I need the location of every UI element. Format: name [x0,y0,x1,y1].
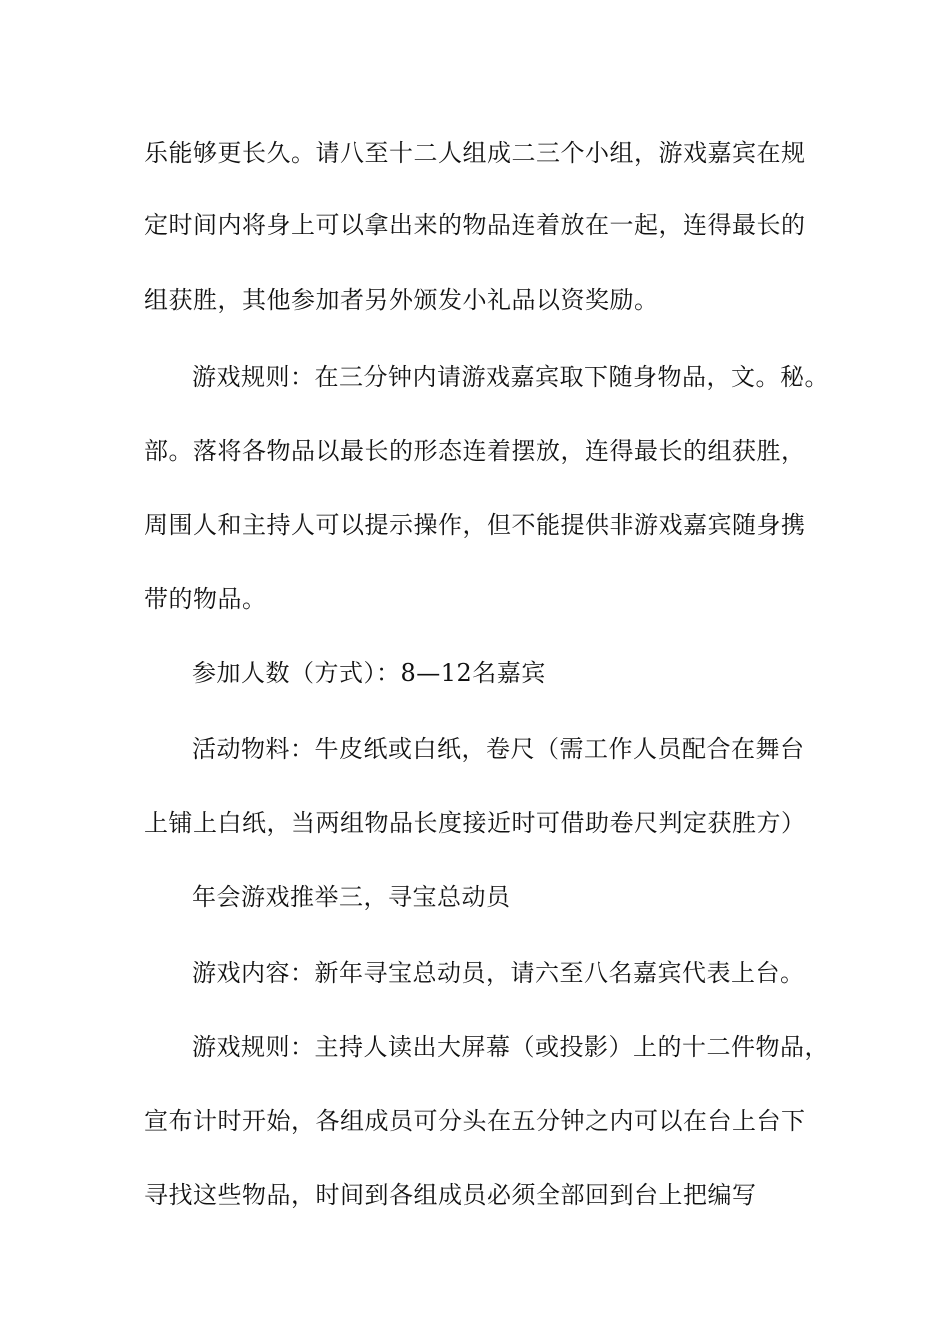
text-line: 部。落将各物品以最长的形态连着摆放，连得最长的组获胜， [144,437,806,465]
text-line: 组获胜，其他参加者另外颁发小礼品以资奖励。 [144,286,659,314]
text-line: 寻找这些物品，时间到各组成员必须全部回到台上把编写 [144,1181,757,1209]
text-line: 带的物品。 [144,585,267,613]
text-line: 定时间内将身上可以拿出来的物品连着放在一起，连得最长的 [144,211,806,239]
text-line: 游戏内容：新年寻宝总动员，请六至八名嘉宾代表上台。 [192,959,805,987]
text-line: 参加人数（方式）：8—12名嘉宾 [192,659,546,687]
text-line: 游戏规则：在三分钟内请游戏嘉宾取下随身物品，文。秘。 [192,363,829,391]
text-line: 年会游戏推举三，寻宝总动员 [192,883,511,911]
text-line: 周围人和主持人可以提示操作，但不能提供非游戏嘉宾随身携 [144,511,806,539]
text-line: 乐能够更长久。请八至十二人组成二三个小组，游戏嘉宾在规 [144,139,806,167]
text-line: 上铺上白纸，当两组物品长度接近时可借助卷尺判定获胜方） [144,809,806,837]
text-line: 活动物料：牛皮纸或白纸，卷尺（需工作人员配合在舞台 [192,735,805,763]
text-line: 宣布计时开始，各组成员可分头在五分钟之内可以在台上台下 [144,1107,806,1135]
text-line: 游戏规则：主持人读出大屏幕（或投影）上的十二件物品， [192,1033,829,1061]
